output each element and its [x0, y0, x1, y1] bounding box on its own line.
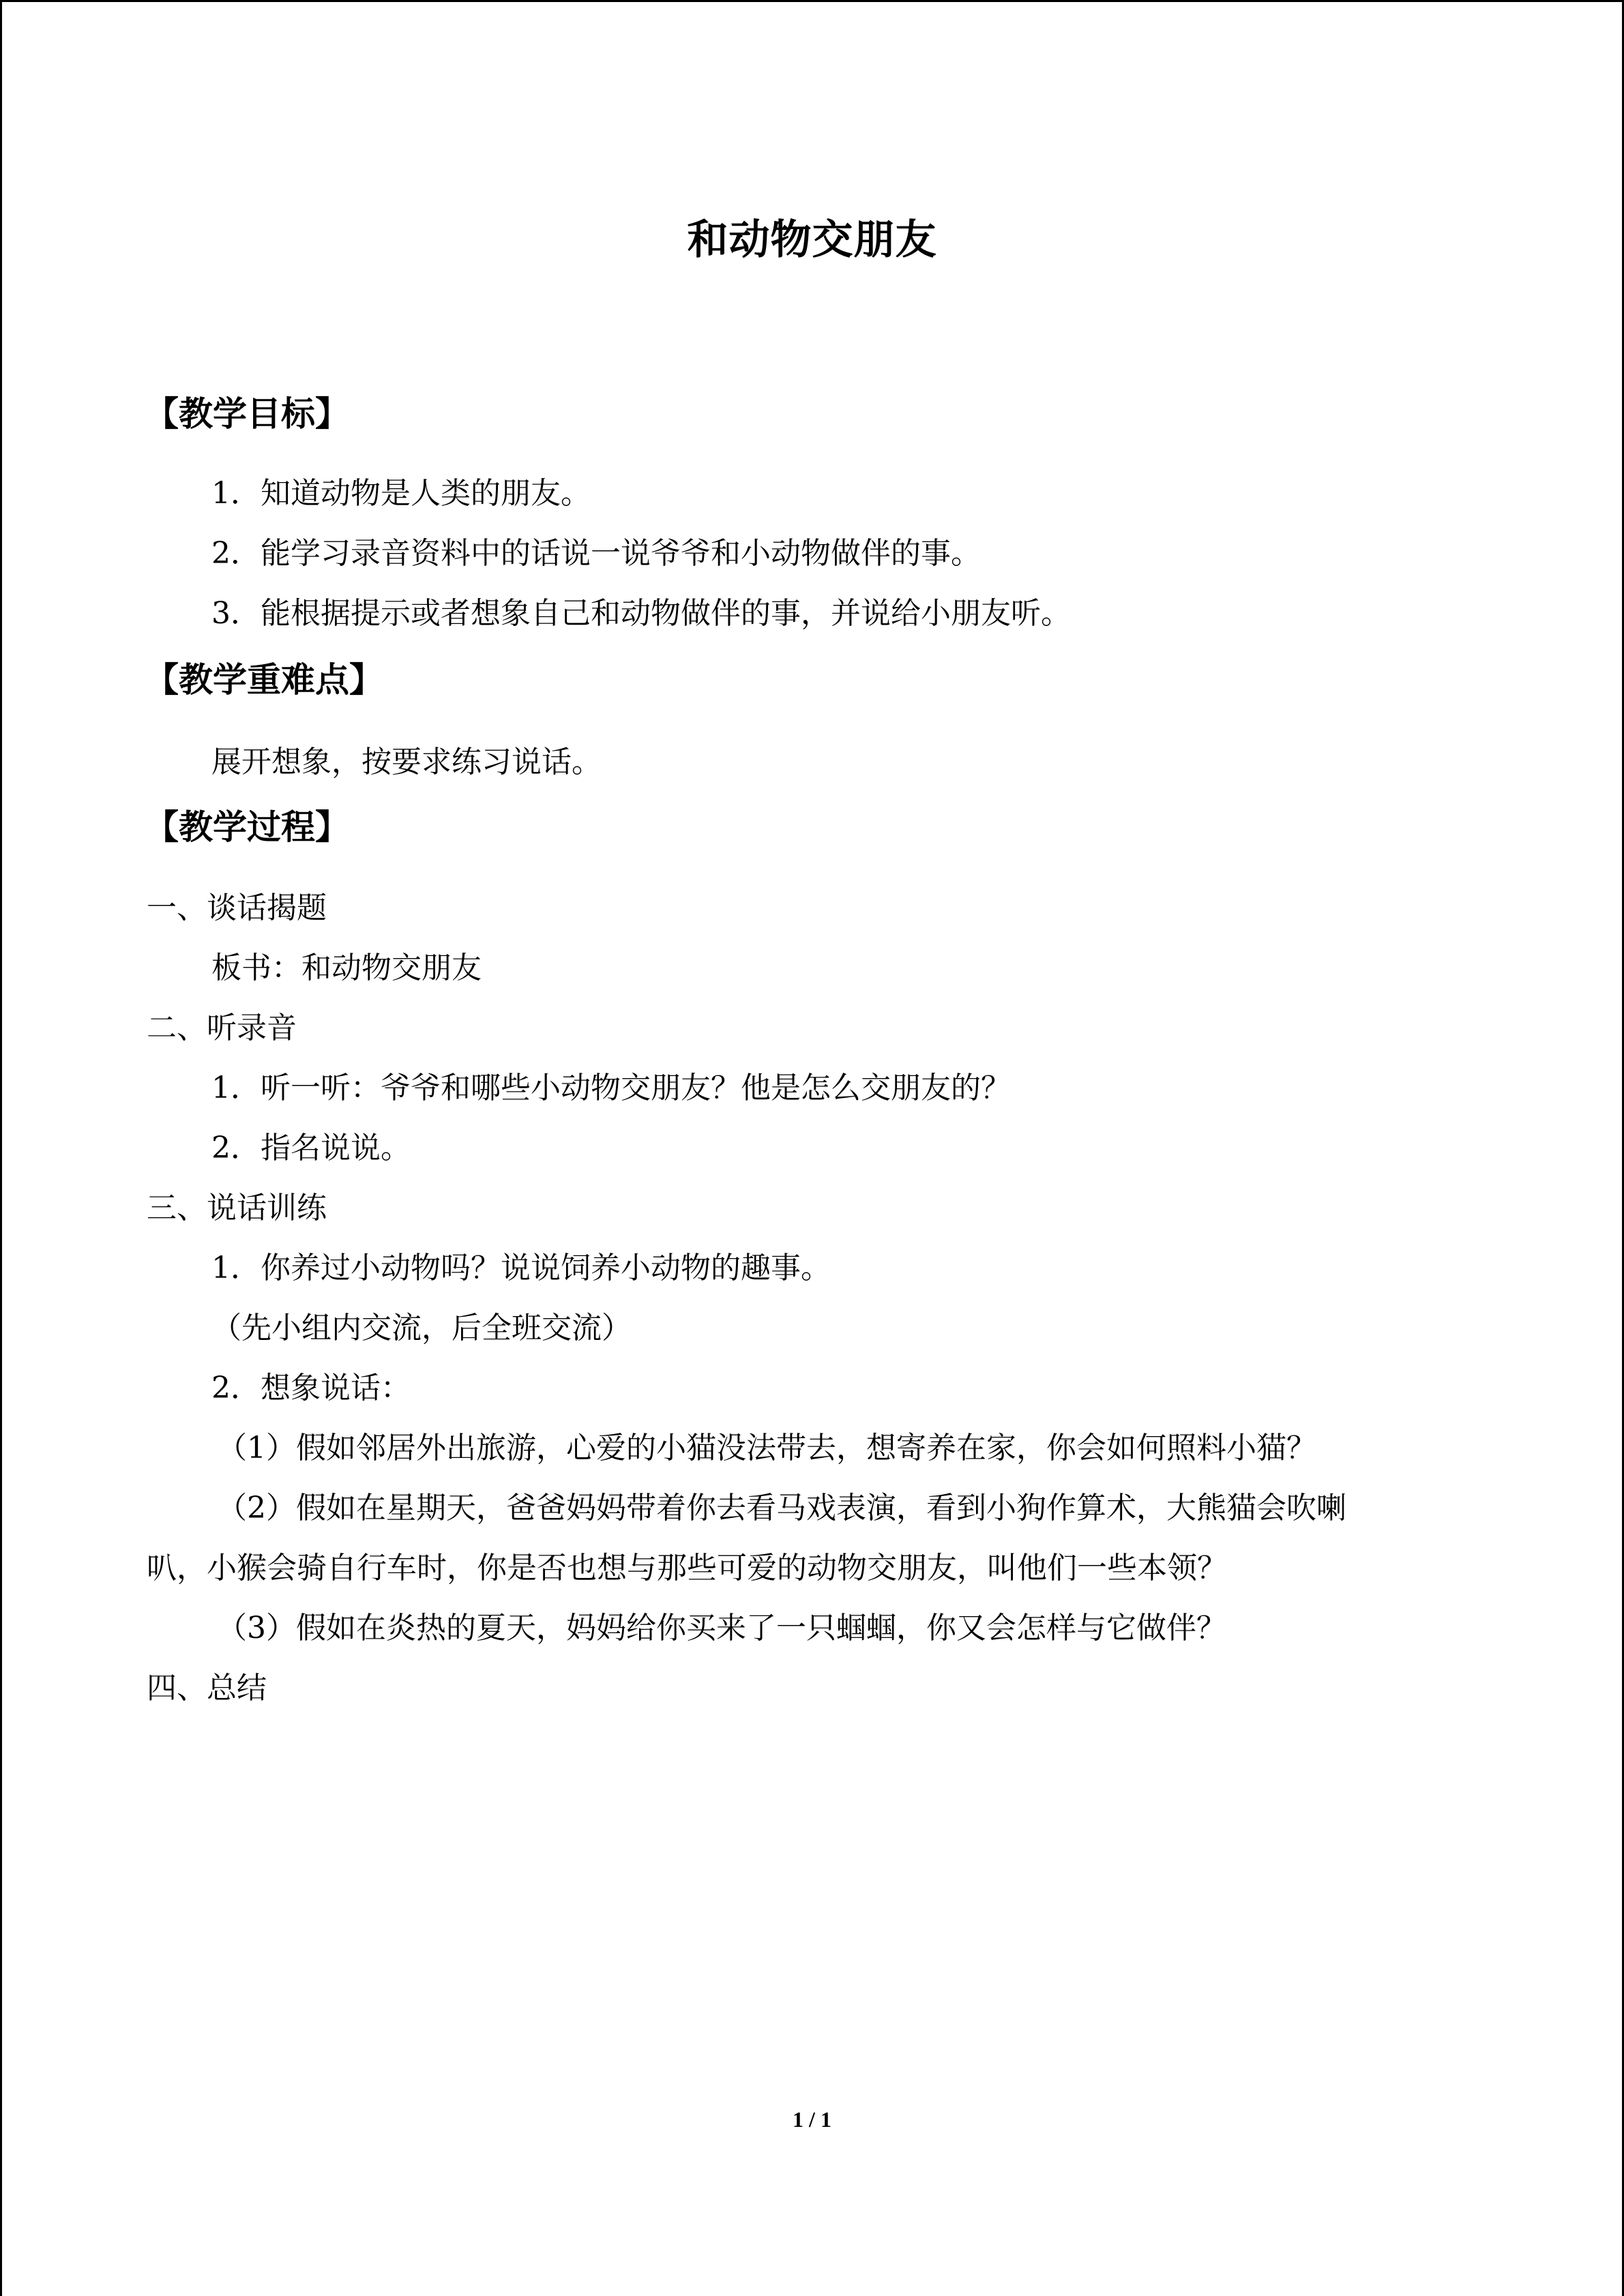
process-line: 2．指名说说。: [211, 1131, 411, 1165]
page-number: 1 / 1: [793, 2107, 831, 2132]
process-line: 板书：和动物交朋友: [211, 951, 482, 985]
process-step-2: 二、听录音: [147, 1011, 297, 1045]
key-point-line-1: 展开想象，按要求练习说话。: [211, 745, 602, 779]
section-heading-objectives: 【教学目标】: [145, 394, 349, 434]
process-line: 1．你养过小动物吗？说说饲养小动物的趣事。: [211, 1251, 831, 1285]
section-heading-key-points: 【教学重难点】: [145, 660, 383, 700]
objective-line-2: 2．能学习录音资料中的话说一说爷爷和小动物做伴的事。: [211, 536, 981, 571]
objective-line-1: 1．知道动物是人类的朋友。: [211, 476, 591, 511]
page-title: 和动物交朋友: [687, 216, 937, 264]
process-step-3: 三、说话训练: [147, 1191, 327, 1225]
process-step-1: 一、谈话揭题: [147, 891, 327, 925]
objective-line-3: 3．能根据提示或者想象自己和动物做伴的事，并说给小朋友听。: [211, 596, 1071, 631]
process-line: 叭，小猴会骑自行车时，你是否也想与那些可爱的动物交朋友，叫他们一些本领？: [147, 1551, 1227, 1585]
process-line: （先小组内交流，后全班交流）: [211, 1311, 632, 1345]
process-line: （2）假如在星期天，爸爸妈妈带着你去看马戏表演，看到小狗作算术，大熊猫会吹喇: [217, 1491, 1346, 1525]
process-line: 1．听一听：爷爷和哪些小动物交朋友？他是怎么交朋友的？: [211, 1071, 1011, 1105]
process-step-4: 四、总结: [147, 1671, 267, 1705]
process-line: （1）假如邻居外出旅游，心爱的小猫没法带去，想寄养在家，你会如何照料小猫？: [217, 1431, 1316, 1465]
process-line: （3）假如在炎热的夏天，妈妈给你买来了一只蝈蝈，你又会怎样与它做伴？: [217, 1611, 1226, 1645]
process-line: 2．想象说话：: [211, 1371, 411, 1405]
section-heading-process: 【教学过程】: [145, 807, 349, 847]
